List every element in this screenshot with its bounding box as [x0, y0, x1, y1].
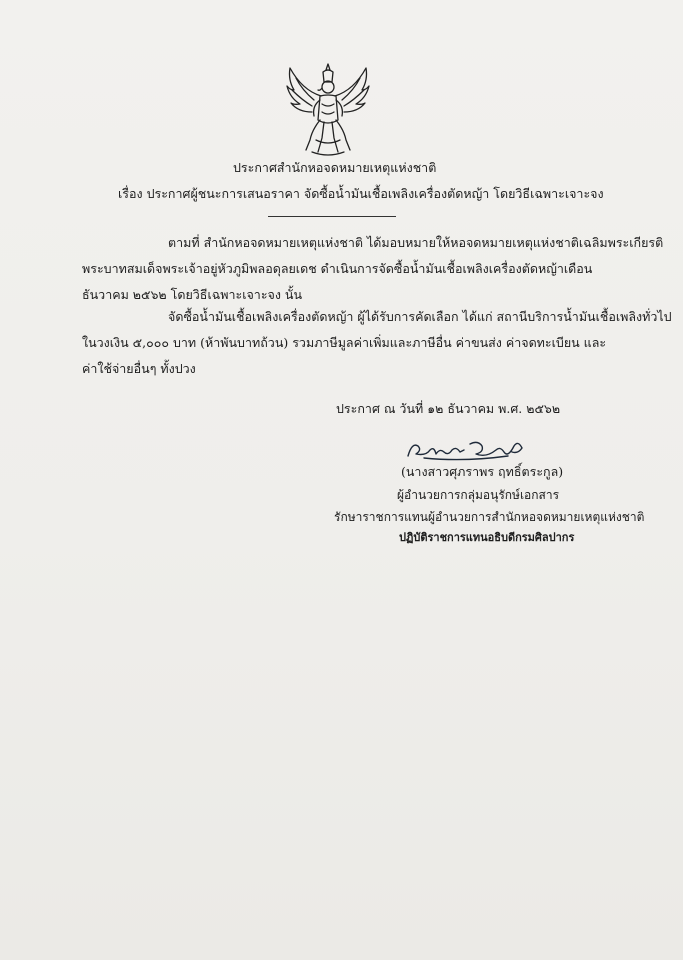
paragraph-1-line-1: ตามที่ สำนักหอจดหมายเหตุแห่งชาติ ได้มอบหมายให้หอจดหมายเหตุแห่งชาติเฉลิมพระเกียรติ: [168, 235, 664, 250]
paragraph-2-line-2: ในวงเงิน ๕,๐๐๐ บาท (ห้าพันบาทถ้วน) รวมภาษีมูลค่าเพิ่มและภาษีอื่น ค่าขนส่ง ค่าจดทะเบียน และ: [82, 335, 607, 350]
paragraph-1-line-2: พระบาทสมเด็จพระเจ้าอยู่หัวภูมิพลอดุลยเดช ดำเนินการจัดซื้อน้ำมันเชื้อเพลิงเครื่องตัดหญ้าเดือน: [82, 261, 593, 276]
garuda-emblem-icon: [282, 60, 374, 160]
subject-line: เรื่อง ประกาศผู้ชนะการเสนอราคา จัดซื้อน้ำมันเชื้อเพลิงเครื่องตัดหญ้า โดยวิธีเฉพาะเจาะจง: [118, 186, 604, 201]
handwritten-signature: [404, 436, 544, 466]
paragraph-2-line-3: ค่าใช้จ่ายอื่นๆ ทั้งปวง: [82, 361, 196, 376]
signatory-name: (นางสาวศุภราพร ฤทธิ์ตระกูล): [401, 464, 564, 479]
paragraph-1-line-3: ธันวาคม ๒๕๖๒ โดยวิธีเฉพาะเจาะจง นั้น: [82, 287, 303, 302]
heading-divider: [268, 216, 396, 217]
signatory-position-3: ปฏิบัติราชการแทนอธิบดีกรมศิลปากร: [399, 531, 575, 544]
signatory-position-2: รักษาราชการแทนผู้อำนวยการสำนักหอจดหมายเหตุแห่งชาติ: [334, 510, 645, 524]
announcement-date: ประกาศ ณ วันที่ ๑๒ ธันวาคม พ.ศ. ๒๕๖๒: [336, 401, 561, 416]
paragraph-2-line-1: จัดซื้อน้ำมันเชื้อเพลิงเครื่องตัดหญ้า ผู้ได้รับการคัดเลือก ได้แก่ สถานีบริการน้ำมันเชื้อเพลิงทั่วไป: [168, 309, 672, 324]
signatory-position-1: ผู้อำนวยการกลุ่มอนุรักษ์เอกสาร: [397, 488, 560, 502]
agency-heading: ประกาศสำนักหอจดหมายเหตุแห่งชาติ: [233, 160, 437, 175]
